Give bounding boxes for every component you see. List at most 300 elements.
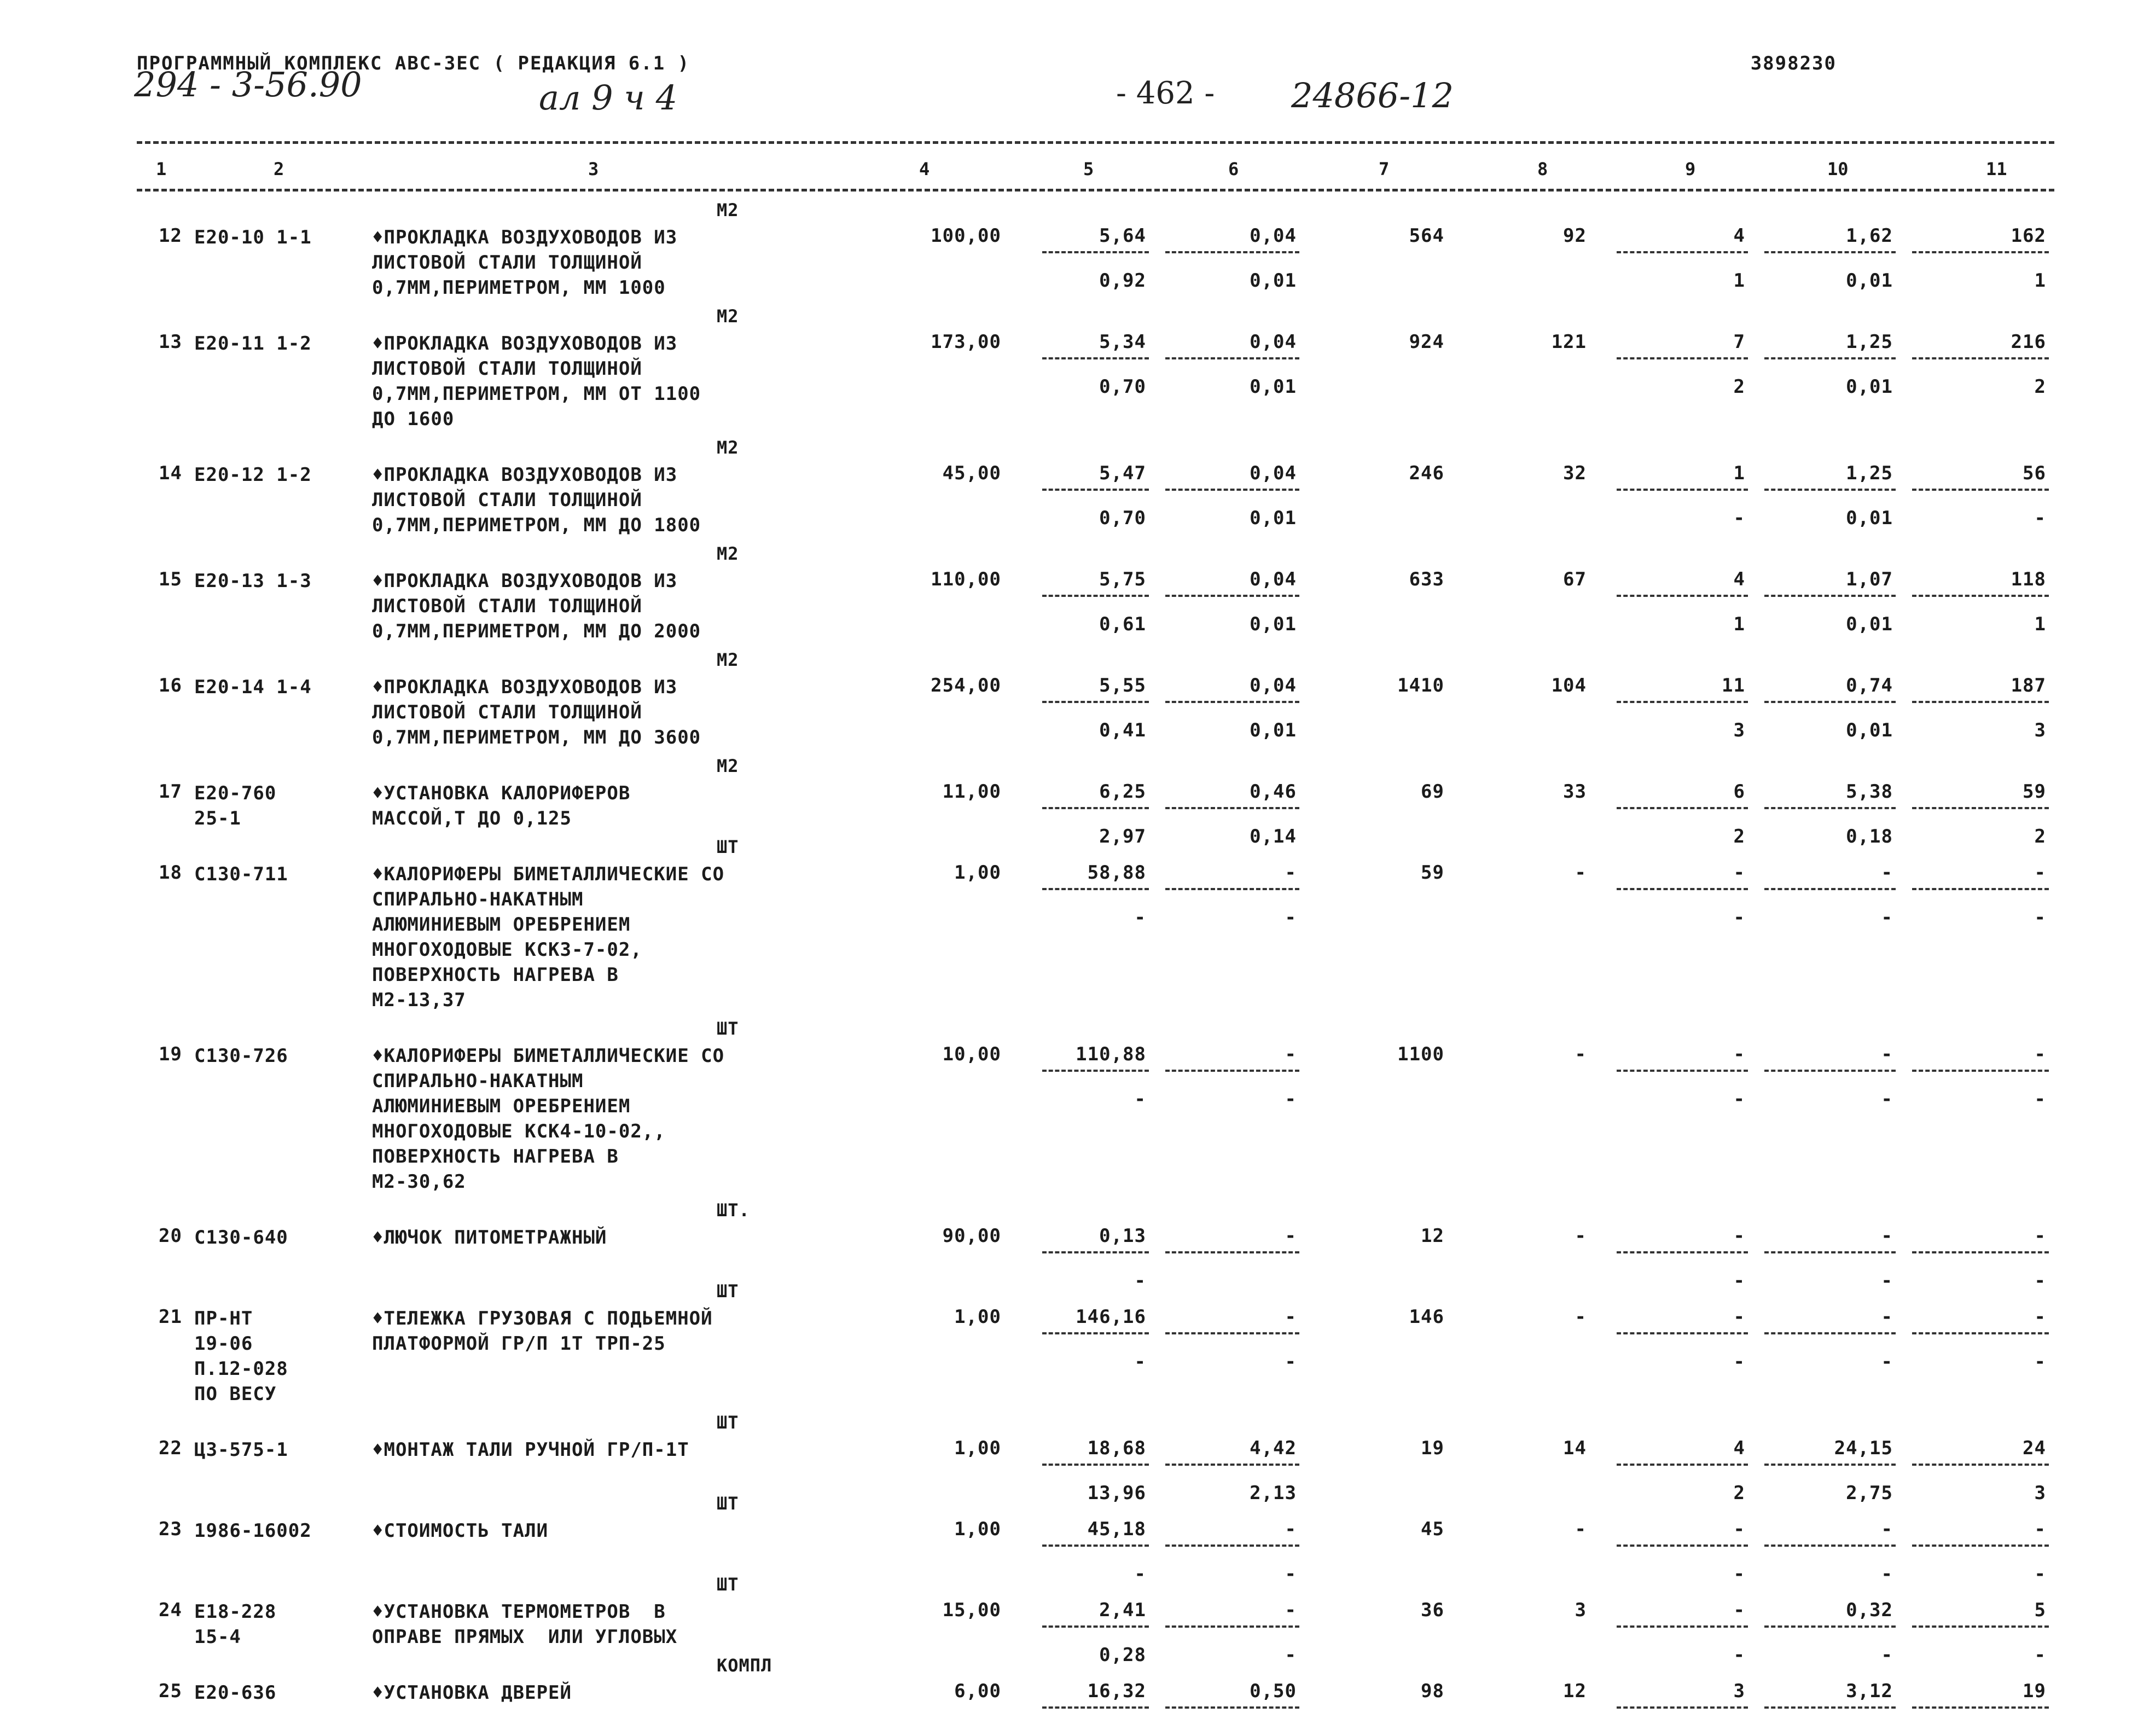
machine-cost-wage: 0,01 (1250, 376, 1297, 398)
labor-cost-secondary: - (1733, 1644, 1745, 1666)
cell-divider (1912, 701, 2049, 703)
labor-total-secondary: - (2034, 1563, 2046, 1585)
labor-norm: 0,32 (1846, 1599, 1893, 1621)
labor-norm: 1,62 (1846, 225, 1893, 247)
quantity: 6,00 (954, 1680, 1001, 1702)
wage-total: - (1575, 1306, 1587, 1328)
machine-cost-wage: - (1285, 1351, 1297, 1373)
row-number: 13 (159, 331, 182, 353)
cell-divider (1042, 251, 1149, 253)
cell-divider (1165, 1251, 1299, 1253)
labor-total-secondary: 1 (2034, 613, 2046, 635)
labor-norm: 24,15 (1834, 1437, 1893, 1459)
unit-cost-wage: - (1134, 1088, 1146, 1110)
unit-cost: 146,16 (1076, 1306, 1146, 1328)
unit-cost-wage: - (1134, 1351, 1146, 1373)
machine-cost-wage: 0,14 (1250, 826, 1297, 847)
labor-norm: 1,07 (1846, 568, 1893, 590)
labor-total: 187 (2011, 675, 2046, 696)
quantity: 173,00 (931, 331, 1001, 353)
col-head-10: 10 (1827, 159, 1849, 179)
labor-total: 19 (2023, 1680, 2046, 1702)
unit-label: ШТ (717, 1493, 739, 1514)
cell-divider (1165, 1545, 1299, 1547)
unit-cost-wage: 2,97 (1099, 826, 1146, 847)
cell-divider (1912, 595, 2049, 597)
unit-cost-wage: 0,41 (1099, 719, 1146, 741)
cell-divider (1617, 1251, 1748, 1253)
row-number: 20 (159, 1225, 182, 1247)
labor-cost-secondary: 2 (1733, 826, 1745, 847)
labor-norm: - (1881, 862, 1893, 884)
labor-total-secondary: 1 (2034, 270, 2046, 292)
col-head-8: 8 (1537, 159, 1548, 179)
cell-divider (1912, 1251, 2049, 1253)
unit-label: ШТ (717, 837, 739, 857)
work-description: ♦ПРОКЛАДКА ВОЗДУХОВОДОВ ИЗ ЛИСТОВОЙ СТАЛИ ТОЛЩИНОЙ 0,7ММ,ПЕРИМЕТРОМ, ММ 1000 (372, 227, 678, 299)
work-description: ♦КАЛОРИФЕРЫ БИМЕТАЛЛИЧЕСКИЕ СО СПИРАЛЬНО-НАКАТНЫМ АЛЮМИНИЕВЫМ ОРЕБРЕНИЕМ МНОГОХОДОВЫЕ КСК4-10-02,, ПОВЕРХНОСТЬ НАГРЕВА В М2-30,62 (372, 1045, 725, 1193)
cell-divider (1165, 1070, 1299, 1072)
cell-divider (1912, 888, 2049, 890)
wage-total: 12 (1563, 1680, 1587, 1702)
labor-cost-secondary: 2 (1733, 376, 1745, 398)
rate-code: Е20-636 (194, 1682, 277, 1704)
quantity: 45,00 (942, 462, 1001, 484)
labor-norm-secondary: - (1881, 1088, 1893, 1110)
cell-divider (1042, 357, 1149, 359)
machine-cost-wage: - (1285, 1563, 1297, 1585)
wage-total: 67 (1563, 568, 1587, 590)
machine-cost: 0,46 (1250, 781, 1297, 803)
table-row (0, 306, 2132, 437)
unit-cost: 5,47 (1099, 462, 1146, 484)
machine-cost-wage: 0,01 (1250, 613, 1297, 635)
labor-total: 118 (2011, 568, 2046, 590)
cell-divider (1617, 357, 1748, 359)
cell-divider (1042, 1464, 1149, 1466)
labor-norm-secondary: 0,01 (1846, 719, 1893, 741)
work-description: ♦ТЕЛЕЖКА ГРУЗОВАЯ С ПОДЬЕМНОЙ ПЛАТФОРМОЙ ГР/П 1Т ТРП-25 (372, 1308, 713, 1355)
cell-divider (1042, 1251, 1149, 1253)
labor-cost: 3 (1733, 1680, 1745, 1702)
work-description: ♦УСТАНОВКА КАЛОРИФЕРОВ МАССОЙ,Т ДО 0,125 (372, 782, 631, 829)
table-row (0, 200, 2132, 306)
machine-cost-wage: - (1285, 1644, 1297, 1666)
unit-label: ШТ. (717, 1200, 750, 1221)
labor-total-secondary: 3 (2034, 1482, 2046, 1504)
labor-cost-secondary: 3 (1733, 719, 1745, 741)
unit-cost: 6,25 (1099, 781, 1146, 803)
cell-divider (1165, 1625, 1299, 1628)
wage-total: - (1575, 1225, 1587, 1247)
rate-code: Е20-760 25-1 (194, 782, 277, 829)
unit-cost: 5,55 (1099, 675, 1146, 696)
cell-divider (1617, 1625, 1748, 1628)
unit-cost: 45,18 (1087, 1518, 1146, 1540)
cell-divider (1165, 357, 1299, 359)
cell-divider (1165, 701, 1299, 703)
machine-cost-wage: 2,13 (1250, 1482, 1297, 1504)
labor-cost: 7 (1733, 331, 1745, 353)
labor-total-secondary: 3 (2034, 719, 2046, 741)
cell-divider (1042, 1545, 1149, 1547)
labor-total: - (2034, 1043, 2046, 1065)
labor-norm-secondary: - (1881, 1351, 1893, 1373)
quantity: 1,00 (954, 1306, 1001, 1328)
labor-norm-secondary: - (1881, 907, 1893, 928)
labor-norm: 5,38 (1846, 781, 1893, 803)
total-cost: 146 (1409, 1306, 1444, 1328)
labor-total-secondary: - (2034, 1088, 2046, 1110)
labor-norm-secondary: 0,01 (1846, 613, 1893, 635)
table-row (0, 1200, 2132, 1292)
labor-total-secondary: - (2034, 1270, 2046, 1292)
quantity: 254,00 (931, 675, 1001, 696)
document-code: 3898230 (1750, 53, 1837, 74)
labor-norm: - (1881, 1306, 1893, 1328)
labor-norm-secondary: - (1881, 1563, 1893, 1585)
cell-divider (1617, 1545, 1748, 1547)
cell-divider (1617, 251, 1748, 253)
row-number: 18 (159, 862, 182, 884)
labor-cost: - (1733, 1043, 1745, 1065)
labor-total: 5 (2034, 1599, 2046, 1621)
work-description: ♦СТОИМОСТЬ ТАЛИ (372, 1520, 549, 1542)
machine-cost: 0,04 (1250, 462, 1297, 484)
work-description: ♦МОНТАЖ ТАЛИ РУЧНОЙ ГР/П-1Т (372, 1439, 689, 1461)
machine-cost: 0,04 (1250, 331, 1297, 353)
cell-divider (1617, 701, 1748, 703)
labor-cost-secondary: - (1733, 1088, 1745, 1110)
labor-cost-secondary: 2 (1733, 1482, 1745, 1504)
labor-norm: - (1881, 1518, 1893, 1540)
cell-divider (1165, 595, 1299, 597)
cell-divider (1764, 807, 1896, 809)
table-row (0, 543, 2132, 649)
labor-total: - (2034, 1306, 2046, 1328)
table-row (0, 1655, 2132, 1736)
labor-cost: - (1733, 1225, 1745, 1247)
unit-cost-wage: 0,28 (1099, 1644, 1146, 1666)
col-head-9: 9 (1685, 159, 1696, 179)
labor-total-secondary: 2 (2034, 376, 2046, 398)
labor-total: 162 (2011, 225, 2046, 247)
cell-divider (1042, 1332, 1149, 1334)
wage-total: 3 (1575, 1599, 1587, 1621)
machine-cost-wage: 0,01 (1250, 719, 1297, 741)
rate-code: 1986-16002 (194, 1520, 312, 1542)
unit-cost: 0,13 (1099, 1225, 1146, 1247)
unit-cost: 58,88 (1087, 862, 1146, 884)
wage-total: 33 (1563, 781, 1587, 803)
unit-cost-wage: 0,61 (1099, 613, 1146, 635)
labor-total-secondary: - (2034, 1351, 2046, 1373)
wage-total: 32 (1563, 462, 1587, 484)
wage-total: 104 (1551, 675, 1587, 696)
rate-code: ЦЗ-575-1 (194, 1439, 288, 1461)
labor-total: 216 (2011, 331, 2046, 353)
wage-total: - (1575, 1518, 1587, 1540)
cell-divider (1764, 251, 1896, 253)
labor-cost: 4 (1733, 568, 1745, 590)
col-head-3: 3 (588, 159, 599, 179)
cell-divider (1912, 357, 2049, 359)
unit-cost: 2,41 (1099, 1599, 1146, 1621)
page-number: - 462 - (1116, 76, 1215, 111)
cell-divider (1617, 1706, 1748, 1709)
labor-norm-secondary: - (1881, 1270, 1893, 1292)
quantity: 1,00 (954, 1437, 1001, 1459)
unit-cost-wage: 0,70 (1099, 376, 1146, 398)
quantity: 100,00 (931, 225, 1001, 247)
header-rule-top (137, 141, 2054, 144)
labor-cost: - (1733, 862, 1745, 884)
labor-norm-secondary: 0,01 (1846, 507, 1893, 529)
wage-total: - (1575, 1043, 1587, 1065)
table-row (0, 1493, 2132, 1585)
wage-total: 121 (1551, 331, 1587, 353)
unit-cost: 5,75 (1099, 568, 1146, 590)
work-description: ♦ПРОКЛАДКА ВОЗДУХОВОДОВ ИЗ ЛИСТОВОЙ СТАЛИ ТОЛЩИНОЙ 0,7ММ,ПЕРИМЕТРОМ, ММ ДО 2000 (372, 570, 701, 642)
unit-label: КОМПЛ (717, 1655, 772, 1676)
cell-divider (1042, 807, 1149, 809)
cell-divider (1165, 888, 1299, 890)
unit-label: М2 (717, 200, 739, 220)
labor-cost-secondary: - (1733, 1563, 1745, 1585)
unit-cost: 5,34 (1099, 331, 1146, 353)
cell-divider (1912, 807, 2049, 809)
row-number: 25 (159, 1680, 182, 1702)
unit-cost-wage: - (1134, 1563, 1146, 1585)
cell-divider (1617, 595, 1748, 597)
total-cost: 36 (1421, 1599, 1444, 1621)
table-row (0, 1018, 2132, 1200)
labor-norm: 1,25 (1846, 462, 1893, 484)
col-head-4: 4 (919, 159, 930, 179)
labor-total: 56 (2023, 462, 2046, 484)
cell-divider (1042, 1625, 1149, 1628)
table-row (0, 837, 2132, 1018)
cell-divider (1042, 1070, 1149, 1072)
col-head-6: 6 (1228, 159, 1239, 179)
total-cost: 1410 (1397, 675, 1444, 696)
labor-norm: 1,25 (1846, 331, 1893, 353)
labor-norm-secondary: 0,01 (1846, 376, 1893, 398)
machine-cost: 0,04 (1250, 225, 1297, 247)
unit-label: М2 (717, 543, 739, 564)
unit-cost: 16,32 (1087, 1680, 1146, 1702)
labor-norm-secondary: 0,18 (1846, 826, 1893, 847)
cell-divider (1165, 251, 1299, 253)
cell-divider (1764, 1625, 1896, 1628)
labor-total-secondary: - (2034, 1644, 2046, 1666)
unit-cost-wage: - (1134, 1270, 1146, 1292)
table-row (0, 1412, 2132, 1504)
machine-cost: - (1285, 862, 1297, 884)
unit-cost-wage: 0,92 (1099, 270, 1146, 292)
row-number: 12 (159, 225, 182, 247)
rate-code: С130-640 (194, 1227, 288, 1249)
machine-cost: 0,04 (1250, 675, 1297, 696)
unit-label: М2 (717, 306, 739, 327)
labor-norm: - (1881, 1043, 1893, 1065)
cell-divider (1165, 1706, 1299, 1709)
cell-divider (1912, 1706, 2049, 1709)
cell-divider (1764, 1706, 1896, 1709)
labor-norm-secondary: - (1881, 1644, 1893, 1666)
table-row (0, 649, 2132, 756)
cell-divider (1912, 1332, 2049, 1334)
rate-code: Е20-13 1-3 (194, 570, 312, 592)
work-description: ♦ЛЮЧОК ПИТОМЕТРАЖНЫЙ (372, 1227, 607, 1249)
quantity: 10,00 (942, 1043, 1001, 1065)
rate-code: С130-726 (194, 1045, 288, 1067)
labor-total-secondary: - (2034, 507, 2046, 529)
machine-cost: - (1285, 1599, 1297, 1621)
labor-cost-secondary: 1 (1733, 270, 1745, 292)
unit-cost: 5,64 (1099, 225, 1146, 247)
quantity: 15,00 (942, 1599, 1001, 1621)
cell-divider (1764, 1332, 1896, 1334)
estimate-table (0, 200, 2132, 1736)
cell-divider (1764, 1251, 1896, 1253)
labor-cost-secondary: - (1733, 907, 1745, 928)
machine-cost: 0,04 (1250, 568, 1297, 590)
cell-divider (1764, 1545, 1896, 1547)
unit-label: ШТ (717, 1281, 739, 1302)
cell-divider (1165, 807, 1299, 809)
unit-label: М2 (717, 437, 739, 458)
table-row (0, 1281, 2132, 1412)
cell-divider (1042, 701, 1149, 703)
labor-cost-secondary: 1 (1733, 613, 1745, 635)
row-number: 15 (159, 568, 182, 590)
labor-norm-secondary: 2,75 (1846, 1482, 1893, 1504)
machine-cost-wage: 0,01 (1250, 270, 1297, 292)
cell-divider (1165, 489, 1299, 491)
labor-cost: 4 (1733, 1437, 1745, 1459)
labor-total: - (2034, 1225, 2046, 1247)
rate-code: С130-711 (194, 863, 288, 885)
cell-divider (1042, 1706, 1149, 1709)
labor-cost: 6 (1733, 781, 1745, 803)
cell-divider (1912, 1545, 2049, 1547)
cell-divider (1617, 807, 1748, 809)
rate-code: Е20-10 1-1 (194, 227, 312, 248)
row-number: 14 (159, 462, 182, 484)
cell-divider (1764, 701, 1896, 703)
rate-code: Е20-14 1-4 (194, 676, 312, 698)
cell-divider (1617, 489, 1748, 491)
unit-label: ШТ (717, 1018, 739, 1039)
labor-total: 24 (2023, 1437, 2046, 1459)
labor-cost: 1 (1733, 462, 1745, 484)
row-number: 19 (159, 1043, 182, 1065)
quantity: 1,00 (954, 862, 1001, 884)
wage-total: - (1575, 862, 1587, 884)
labor-total-secondary: - (2034, 907, 2046, 928)
col-head-1: 1 (156, 159, 167, 179)
total-cost: 564 (1409, 225, 1444, 247)
col-head-7: 7 (1379, 159, 1390, 179)
col-head-5: 5 (1083, 159, 1094, 179)
unit-label: М2 (717, 756, 739, 776)
cell-divider (1764, 357, 1896, 359)
machine-cost: - (1285, 1518, 1297, 1540)
unit-cost-wage: 13,96 (1087, 1482, 1146, 1504)
labor-norm-secondary: 0,01 (1846, 270, 1893, 292)
cell-divider (1617, 888, 1748, 890)
work-description: ♦УСТАНОВКА ДВЕРЕЙ (372, 1682, 572, 1704)
work-description: ♦УСТАНОВКА ТЕРМОМЕТРОВ В ОПРАВЕ ПРЯМЫХ ИЛИ УГЛОВЫХ (372, 1601, 678, 1648)
cell-divider (1764, 595, 1896, 597)
cell-divider (1165, 1332, 1299, 1334)
total-cost: 633 (1409, 568, 1444, 590)
machine-cost: 0,50 (1250, 1680, 1297, 1702)
cell-divider (1042, 595, 1149, 597)
total-cost: 59 (1421, 862, 1444, 884)
cell-divider (1617, 1464, 1748, 1466)
unit-label: ШТ (717, 1412, 739, 1433)
machine-cost-wage: - (1285, 907, 1297, 928)
labor-total: - (2034, 862, 2046, 884)
row-number: 23 (159, 1518, 182, 1540)
unit-cost-wage: - (1134, 907, 1146, 928)
quantity: 110,00 (931, 568, 1001, 590)
labor-cost-secondary: - (1733, 1270, 1745, 1292)
rate-code: Е20-12 1-2 (194, 464, 312, 486)
row-number: 24 (159, 1599, 182, 1621)
quantity: 90,00 (942, 1225, 1001, 1247)
total-cost: 69 (1421, 781, 1444, 803)
total-cost: 19 (1421, 1437, 1444, 1459)
labor-norm: - (1881, 1225, 1893, 1247)
work-description: ♦ПРОКЛАДКА ВОЗДУХОВОДОВ ИЗ ЛИСТОВОЙ СТАЛИ ТОЛЩИНОЙ 0,7ММ,ПЕРИМЕТРОМ, ММ ДО 3600 (372, 676, 701, 748)
cell-divider (1912, 251, 2049, 253)
labor-norm: 0,74 (1846, 675, 1893, 696)
cell-divider (1764, 888, 1896, 890)
cell-divider (1912, 1625, 2049, 1628)
unit-label: М2 (717, 649, 739, 670)
machine-cost-wage: 0,01 (1250, 507, 1297, 529)
header-rule-bottom (137, 189, 2054, 191)
wage-total: 92 (1563, 225, 1587, 247)
cell-divider (1764, 1464, 1896, 1466)
labor-total: - (2034, 1518, 2046, 1540)
handwritten-album: ал 9 ч 4 (539, 78, 678, 118)
handwritten-doc-number: 24866-12 (1291, 76, 1454, 115)
machine-cost: - (1285, 1306, 1297, 1328)
total-cost: 98 (1421, 1680, 1444, 1702)
handwritten-sheet-number: 294 - 3-56.90 (134, 65, 362, 104)
cell-divider (1912, 1070, 2049, 1072)
total-cost: 45 (1421, 1518, 1444, 1540)
labor-cost-secondary: - (1733, 1351, 1745, 1373)
col-head-11: 11 (1986, 159, 2007, 179)
quantity: 11,00 (942, 781, 1001, 803)
work-description: ♦ПРОКЛАДКА ВОЗДУХОВОДОВ ИЗ ЛИСТОВОЙ СТАЛИ ТОЛЩИНОЙ 0,7ММ,ПЕРИМЕТРОМ, ММ ОТ 1100 ДО 1600 (372, 333, 701, 430)
labor-cost: - (1733, 1518, 1745, 1540)
row-number: 16 (159, 675, 182, 696)
wage-total: 14 (1563, 1437, 1587, 1459)
table-row (0, 437, 2132, 543)
total-cost: 1100 (1397, 1043, 1444, 1065)
cell-divider (1912, 1464, 2049, 1466)
cell-divider (1764, 1070, 1896, 1072)
cell-divider (1912, 489, 2049, 491)
machine-cost: - (1285, 1043, 1297, 1065)
labor-cost: 11 (1722, 675, 1745, 696)
